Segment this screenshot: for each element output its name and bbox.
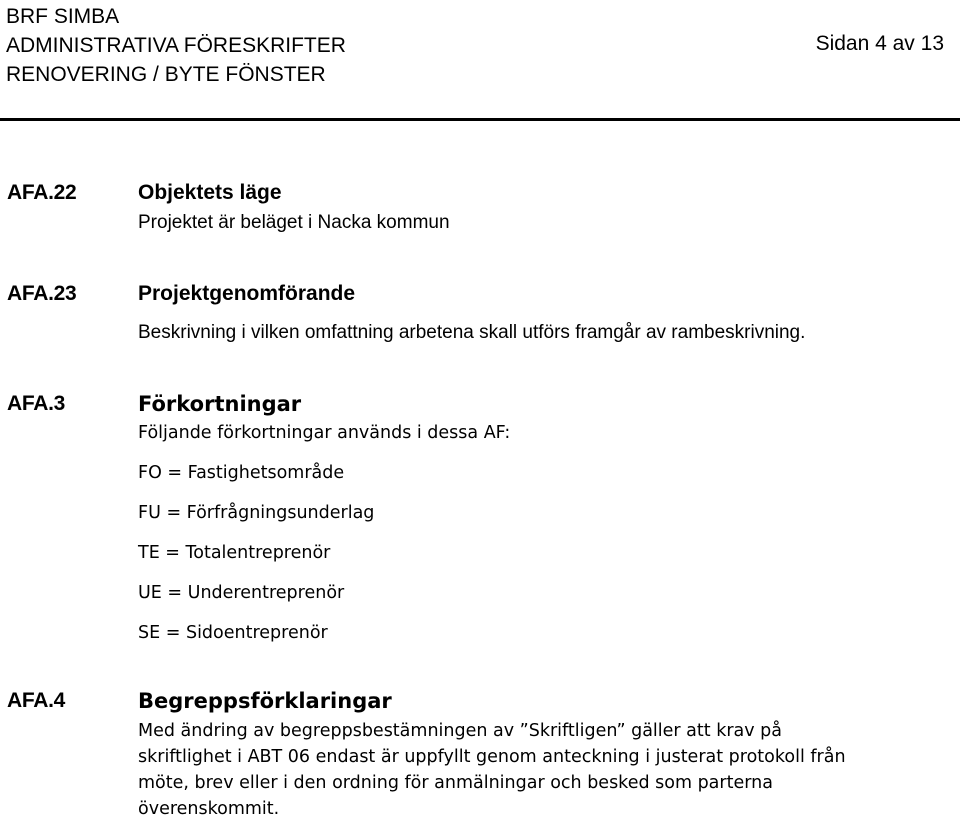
section-paragraph-begreppsforklaringar <box>138 718 953 822</box>
abbreviation-item-se: SE = Sidoentreprenör <box>138 623 328 643</box>
section-title-projektgenomforande: Projektgenomförande <box>138 282 356 305</box>
paragraph-line: skriftlighet i ABT 06 endast är uppfyllt genom anteckning i justerat protokoll från <box>138 747 846 767</box>
section-title-begreppsforklaringar: Begreppsförklaringar <box>138 689 392 713</box>
header-association: BRF SIMBA <box>6 5 120 28</box>
section-text-objektets-lage: Projektet är beläget i Nacka kommun <box>138 212 450 233</box>
section-title-objektets-lage: Objektets läge <box>138 181 282 204</box>
header-divider <box>0 118 960 121</box>
header-document-type: ADMINISTRATIVA FÖRESKRIFTER <box>6 34 346 57</box>
document-header <box>6 2 952 89</box>
section-intro-forkortningar: Följande förkortningar används i dessa AF: <box>138 423 511 443</box>
paragraph-line: Med ändring av begreppsbestämningen av ”Skriftligen” gäller att krav på <box>138 721 782 741</box>
abbreviation-item-fo: FO = Fastighetsområde <box>138 463 345 483</box>
section-id-afa4: AFA.4 <box>7 689 66 712</box>
section-id-afa3: AFA.3 <box>7 392 66 415</box>
paragraph-line: överenskommit. <box>138 799 280 819</box>
section-id-afa22: AFA.22 <box>7 181 77 204</box>
header-project: RENOVERING / BYTE FÖNSTER <box>6 63 326 86</box>
page-number: Sidan 4 av 13 <box>815 32 944 55</box>
paragraph-line: möte, brev eller i den ordning för anmälningar och besked som parterna <box>138 773 773 793</box>
section-id-afa23: AFA.23 <box>7 282 77 305</box>
abbreviation-item-te: TE = Totalentreprenör <box>138 543 331 563</box>
abbreviation-item-ue: UE = Underentreprenör <box>138 583 345 603</box>
section-text-projektgenomforande: Beskrivning i vilken omfattning arbetena skall utförs framgår av rambeskrivning. <box>138 322 806 343</box>
section-title-forkortningar: Förkortningar <box>138 392 302 416</box>
abbreviation-item-fu: FU = Förfrågningsunderlag <box>138 503 375 523</box>
